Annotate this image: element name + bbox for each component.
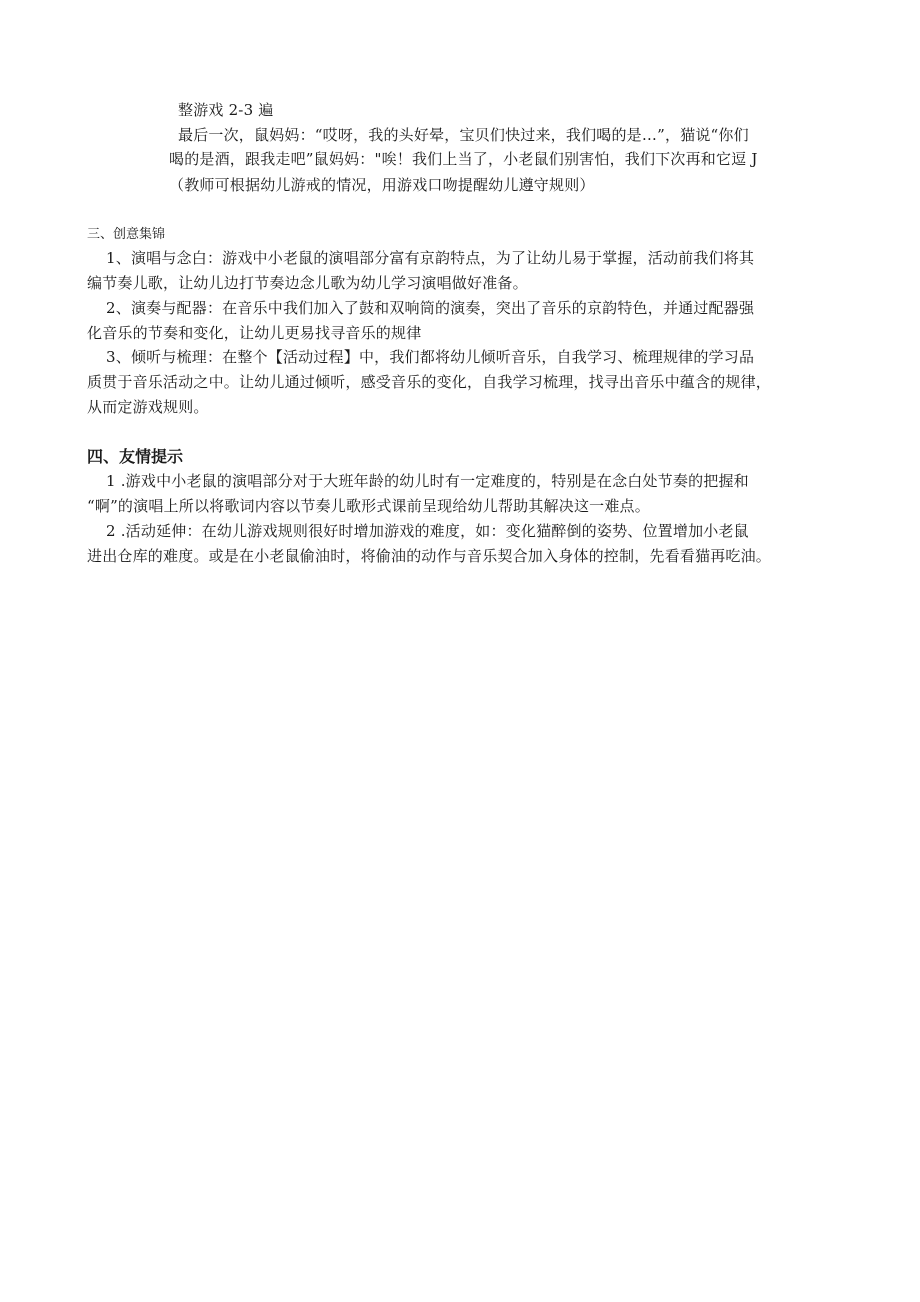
section-heading: 三、创意集锦 xyxy=(87,227,166,242)
paragraph-line: （教师可根据幼儿游戒的情况，用游戏口吻提醒幼儿遵守规则） xyxy=(169,176,595,194)
paragraph-line: 2、演奏与配器：在音乐中我们加入了鼓和双响筒的演奏，突出了音乐的京韵特色，并通过配器强 xyxy=(106,299,755,317)
paragraph-line: 2 .活动延伸：在幼儿游戏规则很好时增加游戏的难度，如：变化猫醉倒的姿势、位置增加小老鼠 xyxy=(106,522,749,540)
paragraph-line: 最后一次，鼠妈妈：“哎呀，我的头好晕，宝贝们快过来，我们喝的是…”，猫说“你们 xyxy=(178,126,749,144)
section-heading: 四、友情提示 xyxy=(87,447,184,466)
paragraph-line: 1 .游戏中小老鼠的演唱部分对于大班年龄的幼儿时有一定难度的，特别是在念白处节奏的把握和 xyxy=(106,472,749,490)
paragraph-line: 进出仓库的难度。或是在小老鼠偷油时，将偷油的动作与音乐契合加入身体的控制，先看看猫再吃油。 xyxy=(87,547,772,565)
paragraph-line: “啊”的演唱上所以将歌词内容以节奏儿歌形式课前呈现给幼儿帮助其解决这一难点。 xyxy=(87,497,650,515)
paragraph-line: 质贯于音乐活动之中。让幼儿通过倾听，感受音乐的变化，自我学习梳理，找寻出音乐中蕴含的规律， xyxy=(87,373,772,391)
paragraph-line: 喝的是酒，跟我走吧”鼠妈妈："唉！我们上当了，小老鼠们别害怕，我们下次再和它逗 J xyxy=(169,150,758,168)
paragraph-line: 从而定游戏规则。 xyxy=(87,398,209,416)
paragraph-line: 化音乐的节奏和变化，让幼儿更易找寻音乐的规律 xyxy=(87,324,422,342)
paragraph-line: 整游戏 2-3 遍 xyxy=(178,101,274,119)
paragraph-line: 编节奏儿歌，让幼儿边打节奏边念儿歌为幼儿学习演唱做好准备。 xyxy=(87,274,528,292)
paragraph-line: 1、演唱与念白：游戏中小老鼠的演唱部分富有京韵特点，为了让幼儿易于掌握，活动前我们将其 xyxy=(106,249,755,267)
paragraph-line: 3、倾听与梳理：在整个【活动过程】中，我们都将幼儿倾听音乐，自我学习、梳理规律的学习品 xyxy=(106,348,755,366)
